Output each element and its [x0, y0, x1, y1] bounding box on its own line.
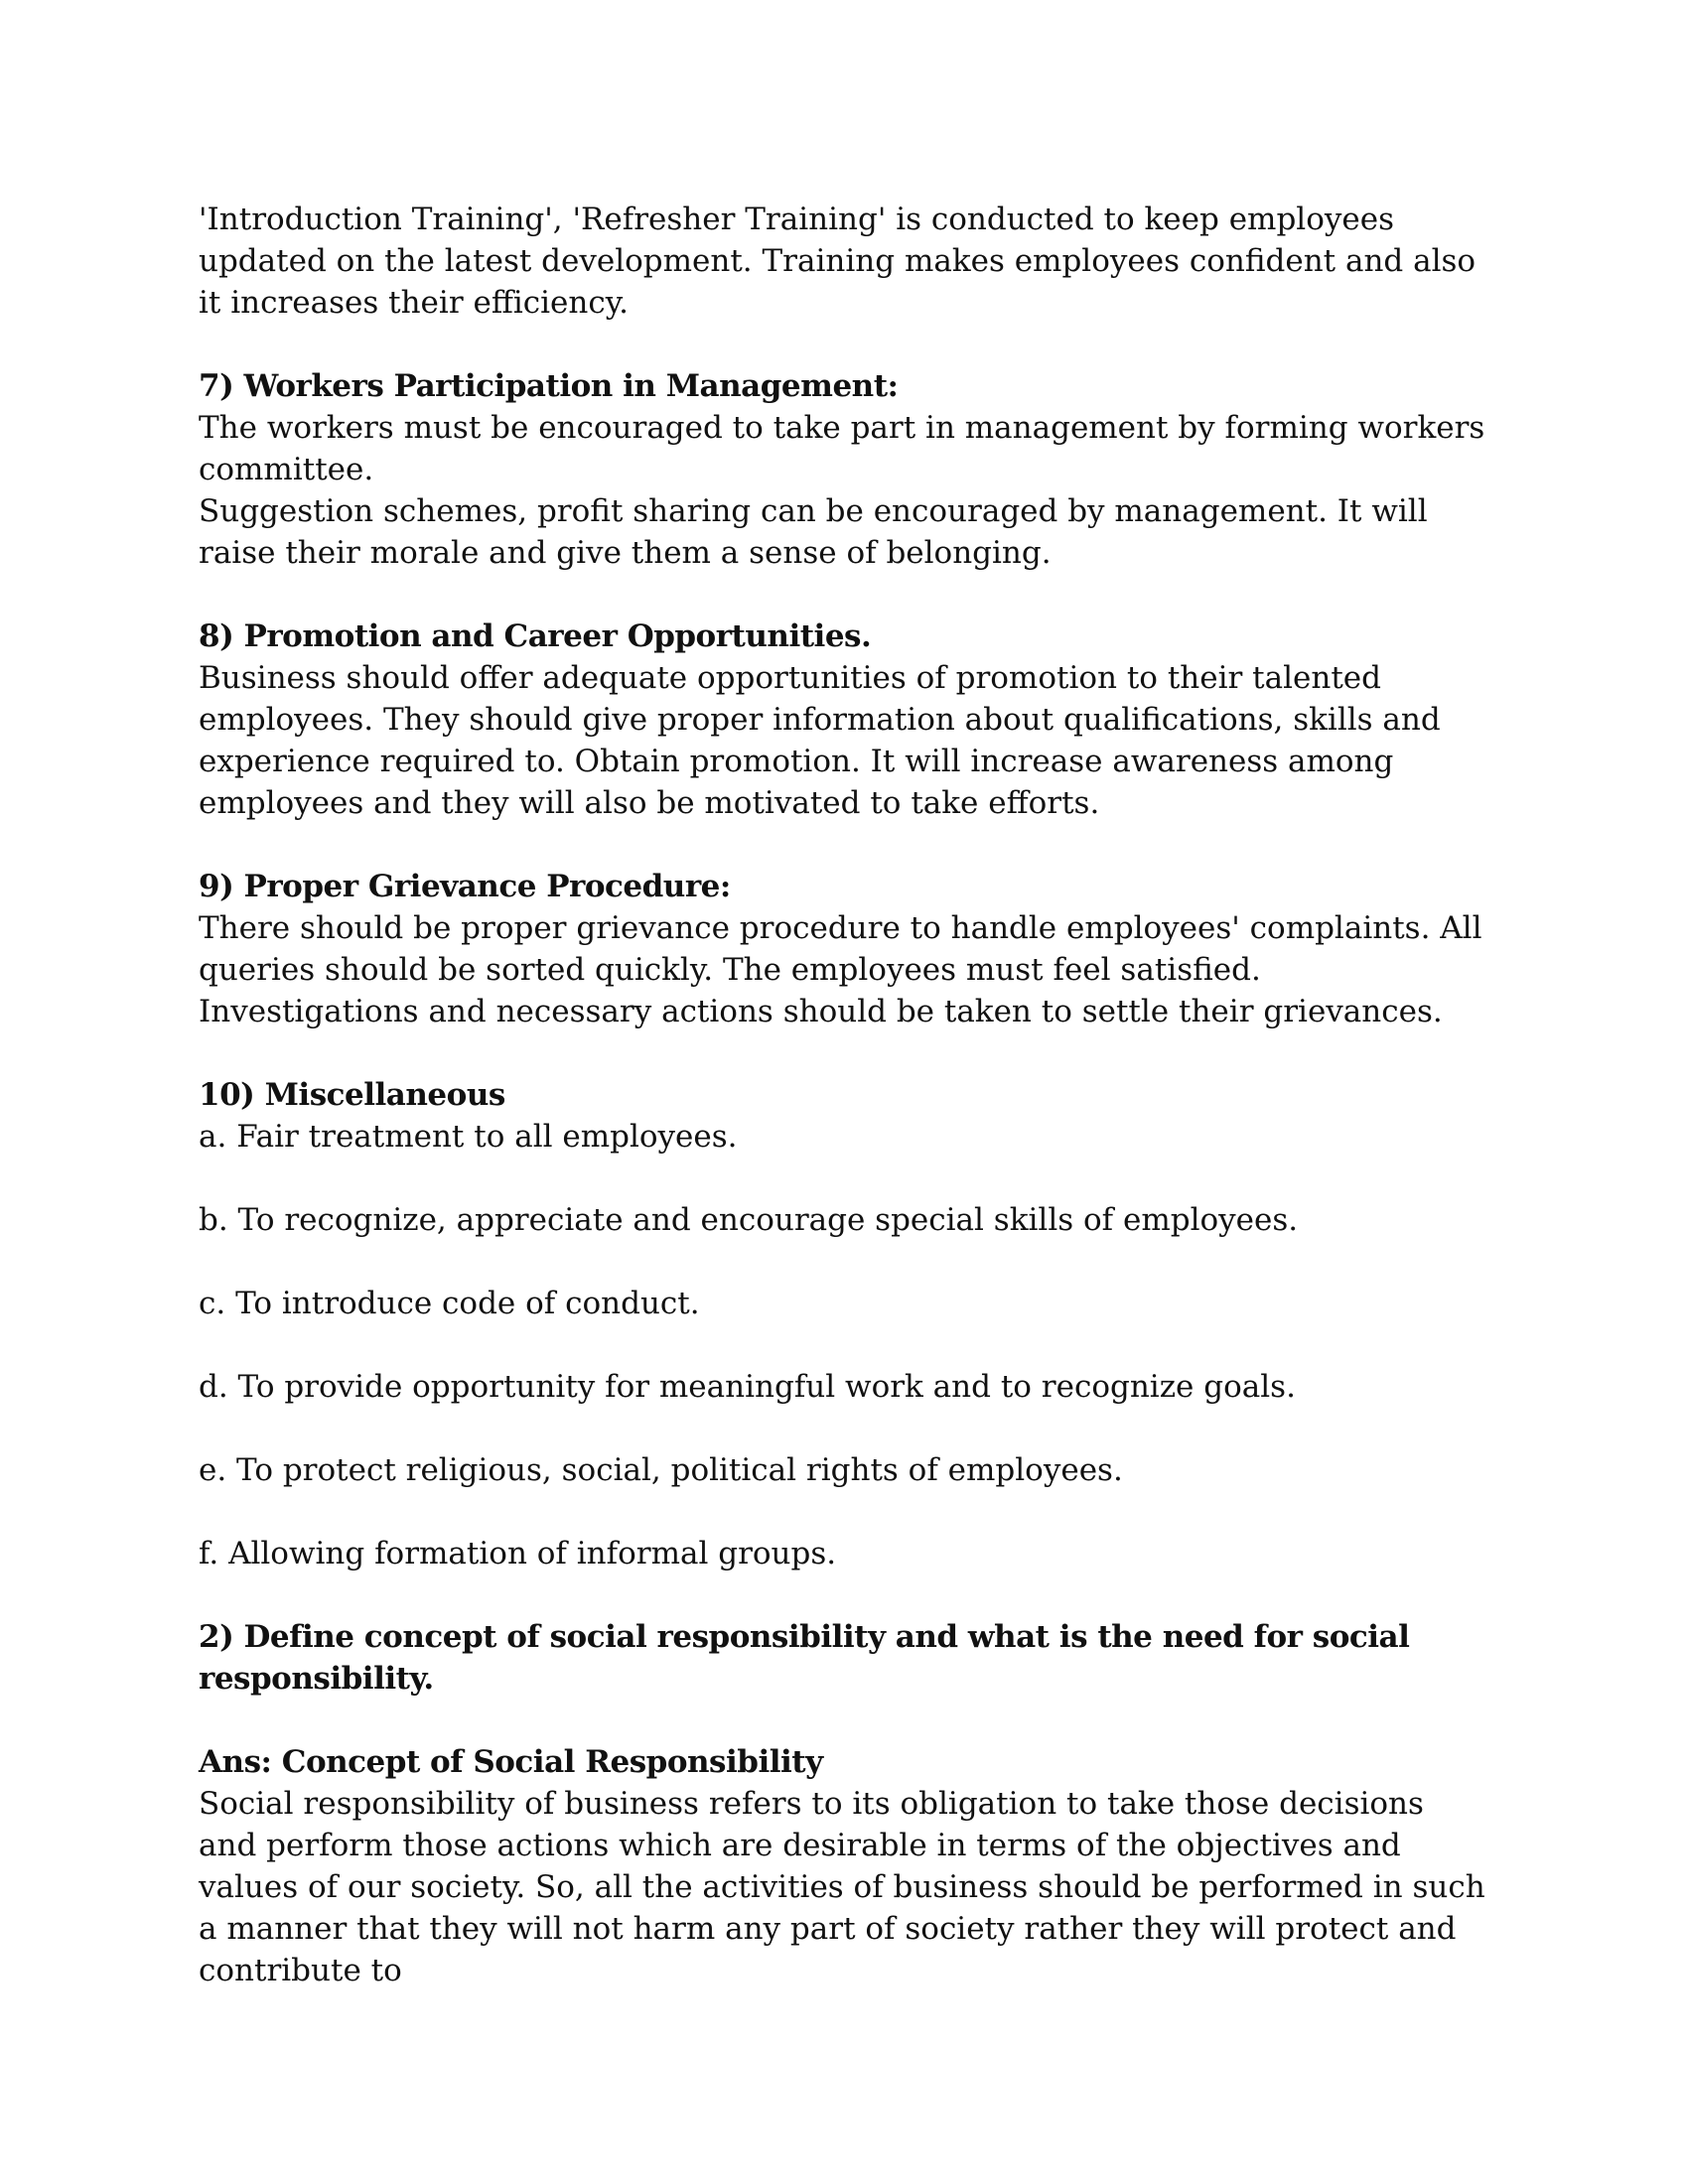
document-page	[199, 199, 1489, 1991]
section-10-heading: 10) Miscellaneous	[199, 1077, 505, 1113]
list-item: e. To protect religious, social, political rights of employees.	[199, 1452, 1123, 1488]
list-item: f. Allowing formation of informal groups.	[199, 1536, 837, 1571]
section-8-heading: 8) Promotion and Career Opportunities.	[199, 618, 872, 654]
answer-heading: Ans: Concept of Social Responsibility	[199, 1744, 823, 1780]
list-item: a. Fair treatment to all employees.	[199, 1119, 738, 1155]
answer-paragraph: Social responsibility of business refers to its obligation to take those decisions and perform those actions which are desirable in terms of the objectives and values of our society. So, all the activities of business should be performed in such a manner that they will not harm any part of society rather they will protect and contribute to	[199, 1786, 1485, 1988]
section-9-paragraph: There should be proper grievance procedure to handle employees' complaints. All queries should be sorted quickly. The employees must feel satisfied. Investigations and necessary actions should be taken to settle their grievances.	[199, 910, 1482, 1029]
list-item: c. To introduce code of conduct.	[199, 1286, 700, 1321]
list-item: d. To provide opportunity for meaningful work and to recognize goals.	[199, 1369, 1296, 1405]
section-7-heading: 7) Workers Participation in Management:	[199, 368, 899, 404]
section-9-heading: 9) Proper Grievance Procedure:	[199, 869, 731, 904]
intro-paragraph: 'Introduction Training', 'Refresher Training' is conducted to keep employees updated on the latest development. Training makes employees confident and also it increases their efficiency.	[199, 202, 1477, 321]
list-item: b. To recognize, appreciate and encourage special skills of employees.	[199, 1202, 1299, 1238]
section-8-paragraph: Business should offer adequate opportunities of promotion to their talented employees. They should give proper information about qualifications, skills and experience required to. Obtain promotion. It will increase awareness among employees and they will also be motivated to take efforts.	[199, 660, 1441, 821]
section-7-paragraph-1: The workers must be encouraged to take part in management by forming workers committee.	[199, 410, 1485, 487]
section-7-paragraph-2: Suggestion schemes, profit sharing can be encouraged by management. It will raise their morale and give them a sense of belonging.	[199, 493, 1428, 571]
question-2-heading: 2) Define concept of social responsibility and what is the need for social responsibility.	[199, 1619, 1410, 1697]
